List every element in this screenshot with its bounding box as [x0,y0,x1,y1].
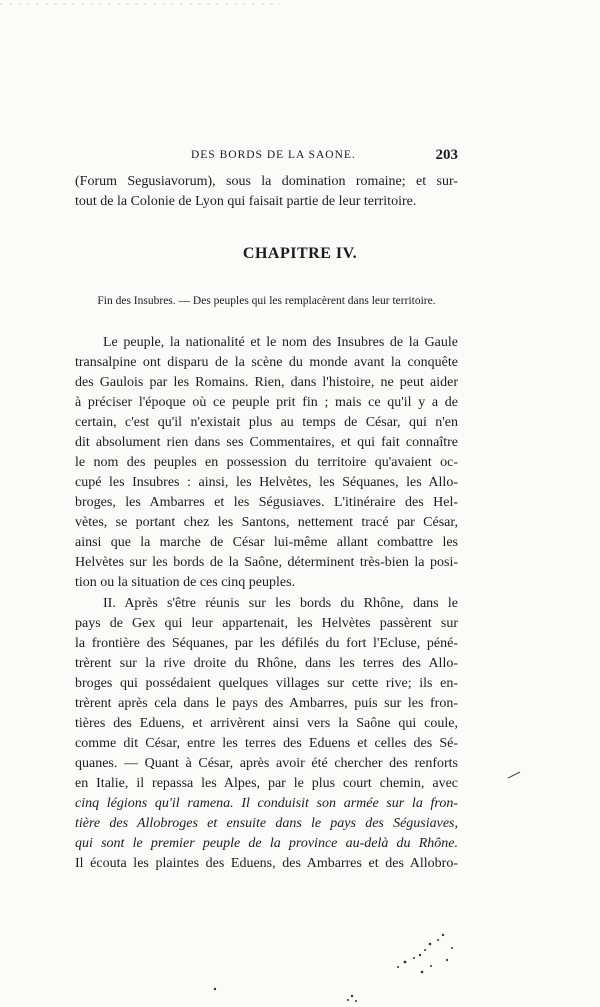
paragraph-line: cupé les Insubres : ainsi, les Helvètes, les Séquanes, les Allo- [75,475,458,490]
paragraph-line: à préciser l'époque où ce peuple prit fin ; mais ce qu'il y a de [75,395,458,410]
paragraph-line: tières des Eduens, et arrivèrent ainsi vers la Saône qui coule, [75,716,458,731]
paragraph-line: en Italie, il repassa les Alpes, par le plus court chemin, avec [75,776,458,791]
paragraph-line: broges qui possédaient quelques villages sur cette rive; ils en- [75,676,458,691]
paragraph-line: Le peuple, la nationalité et le nom des Insubres de la Gaule [103,335,458,350]
page-number: 203 [435,147,458,163]
continuation-line: (Forum Segusiavorum), sous la domination romaine; et sur- [75,174,458,189]
paragraph-line: qui sont le premier peuple de la province au-delà du Rhône. [75,836,458,851]
continuation-line: tout de la Colonie de Lyon qui faisait partie de leur territoire. [75,194,417,209]
paragraph-line: la frontière des Séquanes, par les défilés du fort l'Ecluse, péné- [75,636,458,651]
paragraph-line: dit absolument rien dans ses Commentaires, et qui fait connaître [75,435,458,450]
chapter-title: CHAPITRE IV. [242,245,358,262]
paragraph-line: vètes, se portant chez les Santons, nettement tracé par César, [75,515,458,530]
paragraph-line: ainsi que la marche de César lui-même allant combattre les [75,535,458,550]
paragraph-line: trèrent après cela dans le pays des Ambarres, puis sur les fron- [75,696,458,711]
paragraph-line: tière des Allobroges et ensuite dans le pays des Ségusiaves, [75,816,458,831]
paragraph-line: cinq légions qu'il ramena. Il conduisit son armée sur la fron- [75,796,458,811]
paragraph-line: broges, les Ambarres et les Ségusiaves. L'itinéraire des Hel- [75,495,458,510]
paragraph-line: Helvètes sur les bords de la Saône, déterminent très-bien la posi- [75,555,458,570]
paragraph-line: II. Après s'être réunis sur les bords du Rhône, dans le [103,596,458,611]
running-head-title: DES BORDS DE LA SAONE. [191,149,356,161]
paragraph-line: le nom des peuples en possession du territoire qu'avaient oc- [75,455,458,470]
paragraph-line: transalpine ont disparu de la scène du monde avant la conquête [75,355,458,370]
paragraph-line: des Gaulois par les Romains. Rien, dans l'histoire, ne peut aider [75,375,458,390]
paragraph-line: pays de Gex qui leur appartenait, les Helvètes passèrent sur [75,616,458,631]
paragraph-line: quanes. — Quant à César, après avoir été chercher des renforts [75,756,458,771]
paragraph-line: certain, c'est qu'il n'existait plus au temps de César, qui n'en [75,415,458,430]
paragraph-line: Il écouta les plaintes des Eduens, des Ambarres et des Allobro- [75,856,458,871]
chapter-summary: Fin des Insubres. — Des peuples qui les remplacèrent dans leur territoire. [97,295,436,307]
paragraph-line: tion ou la situation de ces cinq peuples. [75,575,296,590]
paragraph-line: trèrent sur la rive droite du Rhône, dans les terres des Allo- [75,656,458,671]
paragraph-line: comme dit César, entre les terres des Eduens et celles des Sé- [75,736,458,751]
